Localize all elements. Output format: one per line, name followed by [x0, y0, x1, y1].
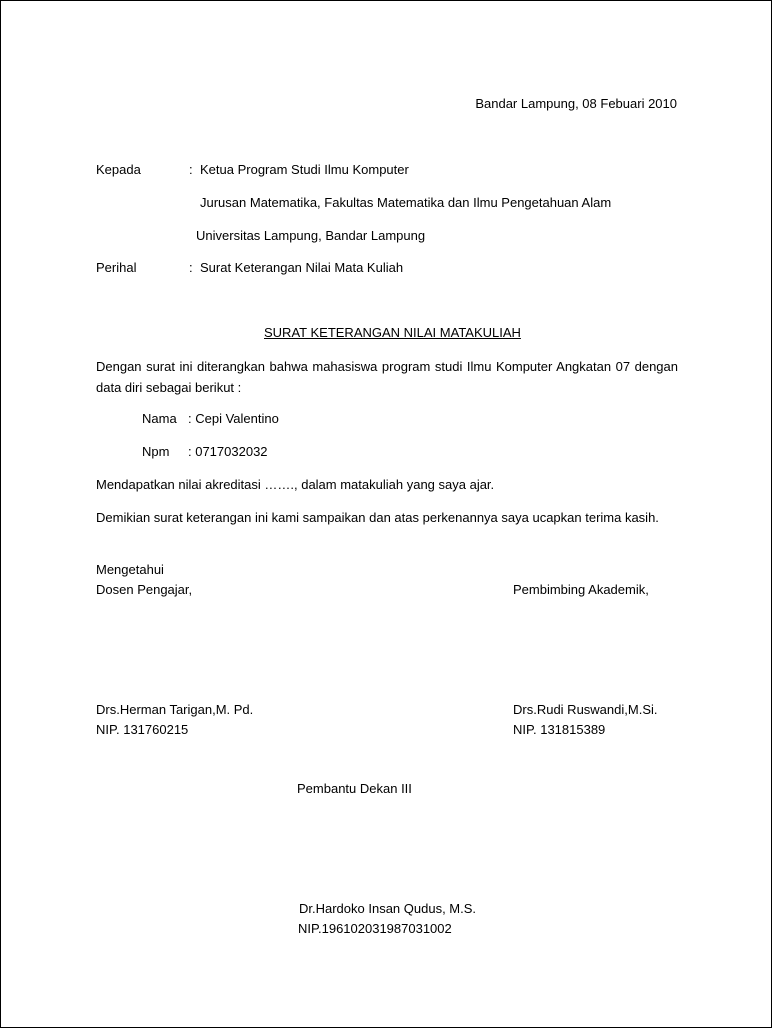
student-npm-label: Npm	[142, 444, 170, 459]
right-signer-role: Pembimbing Akademik,	[513, 582, 649, 597]
center-signer-nip: NIP.196102031987031002	[298, 921, 452, 936]
intro-paragraph: Dengan surat ini diterangkan bahwa mahasiswa program studi Ilmu Komputer Angkatan 07 dengan data diri sebagai berikut :	[96, 359, 678, 395]
place-date: Bandar Lampung, 08 Febuari 2010	[475, 96, 677, 111]
student-npm-value: : 0717032032	[188, 444, 268, 459]
subject-colon: :	[189, 260, 193, 275]
student-name-value: : Cepi Valentino	[188, 411, 279, 426]
closing-paragraph: Demikian surat keterangan ini kami sampaikan dan atas perkenannya saya ucapkan terima kasih.	[96, 510, 659, 525]
left-signer-nip: NIP. 131760215	[96, 722, 189, 737]
right-signer-nip: NIP. 131815389	[513, 722, 606, 737]
left-signer-name: Drs.Herman Tarigan,M. Pd.	[96, 702, 254, 717]
subject-label: Perihal	[96, 260, 137, 275]
center-signer-role: Pembantu Dekan III	[297, 781, 412, 796]
recipient-colon: :	[189, 162, 193, 177]
recipient-line-2: Jurusan Matematika, Fakultas Matematika dan Ilmu Pengetahuan Alam	[200, 195, 612, 210]
left-signer-role: Dosen Pengajar,	[96, 582, 193, 597]
acknowledged-label: Mengetahui	[96, 562, 164, 577]
recipient-label: Kepada	[96, 162, 141, 177]
center-signer-name: Dr.Hardoko Insan Qudus, M.S.	[299, 901, 477, 916]
recipient-line-1: Ketua Program Studi Ilmu Komputer	[200, 162, 409, 177]
subject-text: Surat Keterangan Nilai Mata Kuliah	[200, 260, 404, 275]
student-name-label: Nama	[142, 411, 177, 426]
right-signer-name: Drs.Rudi Ruswandi,M.Si.	[513, 702, 658, 717]
recipient-line-3: Universitas Lampung, Bandar Lampung	[196, 228, 426, 243]
result-paragraph: Mendapatkan nilai akreditasi ……., dalam matakuliah yang saya ajar.	[96, 477, 495, 492]
letter-title: SURAT KETERANGAN NILAI MATAKULIAH	[264, 325, 521, 340]
